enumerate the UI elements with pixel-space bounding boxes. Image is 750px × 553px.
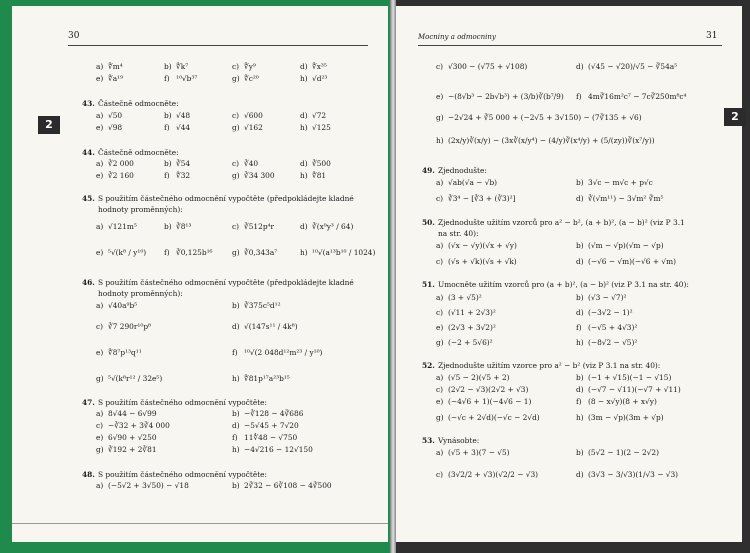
left-page — [12, 6, 388, 542]
math-expression: (√m − √p)(√m − √p) — [588, 241, 664, 250]
math-expression: (−√7 − √11)(−√7 + √11) — [588, 385, 681, 394]
item-label: d) — [300, 111, 308, 120]
item-label: a) — [436, 178, 444, 187]
item-label: a) — [436, 448, 444, 457]
math-expression: (√45 − √20)/√5 − ∛54a⁵ — [588, 62, 678, 71]
math-expression: (−5√2 + 3√50) − √18 — [108, 481, 189, 490]
math-expression: (√3 − √7)² — [588, 293, 627, 302]
item-label: c) — [436, 470, 444, 479]
item-label: g) — [436, 413, 444, 422]
math-expression: √d²³ — [312, 74, 328, 83]
math-expression: ∜32 — [176, 171, 191, 180]
header-rule — [68, 45, 368, 46]
item-label: f) — [576, 92, 582, 101]
math-expression: −2√24 + ∛5 000 + (−2√5 + 3√150) − (7∛135 + √6) — [448, 113, 642, 122]
right-page — [396, 6, 742, 542]
item-label: b) — [576, 373, 584, 382]
exercise-title: Vynásobte: — [438, 436, 480, 445]
item-label: b) — [164, 111, 172, 120]
math-expression: 6√90 + √250 — [108, 433, 157, 442]
exercise-title: Zjednodušte užitím vzorců pro a² − b², (a + b)², (a − b)² (viz P 3.1 — [438, 218, 685, 227]
page-number: 30 — [68, 31, 80, 41]
math-expression: ∜81 — [312, 171, 327, 180]
math-expression: (3 + √5)² — [448, 293, 482, 302]
math-expression: −∛32 + 3∛4 000 — [108, 421, 170, 430]
item-label: c) — [232, 111, 240, 120]
item-label: a) — [96, 301, 104, 310]
math-expression: √98 — [108, 123, 123, 132]
item-label: c) — [436, 62, 444, 71]
math-expression: ⁵√(k⁸ / y¹⁰) — [108, 248, 147, 257]
item-label: e) — [96, 74, 104, 83]
math-expression: ∜x³⁵ — [312, 62, 327, 71]
item-label: a) — [96, 111, 104, 120]
math-expression: 11∜48 − √750 — [244, 433, 298, 442]
math-expression: ∜c²⁰ — [244, 74, 259, 83]
item-label: b) — [232, 409, 240, 418]
item-label: a) — [96, 62, 104, 71]
item-label: f) — [164, 248, 170, 257]
math-expression: (−√c + 2√d)(−√c − 2√d) — [448, 413, 540, 422]
math-expression: ∜m⁴ — [108, 62, 123, 71]
exercise-number — [422, 361, 435, 371]
exercise-number-text: 50. — [422, 218, 435, 227]
math-expression: (√x − √y)(√x + √y) — [448, 241, 517, 250]
header-rule — [418, 45, 722, 46]
exercise-number — [422, 166, 435, 176]
math-expression: 4m∛16m²c⁷ − 7c∛250m⁸c⁴ — [588, 92, 687, 101]
math-expression: √ab(√a − √b) — [448, 178, 498, 187]
exercise-number — [422, 436, 435, 446]
math-expression: (−4√6 + 1)(−4√6 − 1) — [448, 397, 532, 406]
exercise-title: S použitím částečného odmocnění vypočtěte: — [98, 470, 268, 479]
math-expression: (√11 + 2√3)² — [448, 308, 496, 317]
math-expression: −(8√b³ − 2b√b³) + (3/b)∛(b⁷/9) — [448, 92, 564, 101]
item-label: g) — [232, 171, 240, 180]
item-label: d) — [576, 257, 584, 266]
item-label: d) — [300, 222, 308, 231]
math-expression: ∛8¹³ — [176, 222, 192, 231]
item-label: h) — [300, 248, 308, 257]
item-label: d) — [576, 62, 584, 71]
math-expression: (√5 + 3)(7 − √5) — [448, 448, 510, 457]
math-expression: ∛2 000 — [108, 159, 134, 168]
exercise-number-text: 51. — [422, 280, 435, 289]
exercise-number — [82, 398, 95, 408]
item-label: d) — [576, 194, 584, 203]
math-expression: (5√2 − 1)(2 − 2√2) — [588, 448, 659, 457]
math-expression: (−√6 − √m)(−√6 + √m) — [588, 257, 676, 266]
item-label: c) — [436, 194, 444, 203]
math-expression: ∛0,125b¹⁶ — [176, 248, 213, 257]
item-label: g) — [436, 338, 444, 347]
item-label: a) — [96, 409, 104, 418]
item-label: e) — [96, 171, 104, 180]
math-expression: (−3√2 − 1)² — [588, 308, 633, 317]
math-expression: −4√216 − 12√150 — [244, 445, 313, 454]
exercise-number-text: 52. — [422, 361, 435, 370]
math-expression: ∜81p¹⁷a²³b¹⁵ — [244, 374, 290, 383]
item-label: h) — [576, 338, 584, 347]
item-label: d) — [576, 470, 584, 479]
exercise-number-text: 44. — [82, 148, 95, 157]
math-expression: ∛34 300 — [244, 171, 275, 180]
math-expression: ∜8⁷p¹³q¹¹ — [108, 348, 142, 357]
math-expression: (2√3 + 3√2)² — [448, 323, 496, 332]
math-expression: √44 — [176, 123, 191, 132]
item-label: f) — [232, 348, 238, 357]
item-label: e) — [436, 397, 444, 406]
item-label: a) — [96, 159, 104, 168]
exercise-number — [422, 218, 435, 228]
math-expression: ¹⁰√(a¹³b¹⁰ / 1024) — [312, 248, 376, 257]
item-label: b) — [576, 448, 584, 457]
item-label: h) — [232, 445, 240, 454]
book-spine — [389, 0, 396, 553]
math-expression: ∛2 160 — [108, 171, 134, 180]
item-label: g) — [232, 123, 240, 132]
item-label: c) — [436, 385, 444, 394]
page-edge — [12, 523, 388, 524]
math-expression: −5√45 + 7√20 — [244, 421, 299, 430]
exercise-title: Zjednodušte: — [438, 166, 487, 175]
math-expression: ∛40 — [244, 159, 259, 168]
item-label: c) — [96, 421, 104, 430]
math-expression: ∛7 290r¹⁰p⁸ — [108, 322, 152, 331]
item-label: e) — [436, 92, 444, 101]
item-label: h) — [300, 171, 308, 180]
math-expression: 8√44 − 6√99 — [108, 409, 157, 418]
item-label: f) — [576, 397, 582, 406]
item-label: a) — [436, 241, 444, 250]
exercise-number-text: 45. — [82, 194, 95, 203]
chapter-tab: 2 — [724, 108, 746, 126]
math-expression: (3√2/2 + √3)(√2/2 − √3) — [448, 470, 539, 479]
item-label: h) — [436, 136, 444, 145]
item-label: h) — [576, 413, 584, 422]
item-label: e) — [96, 348, 104, 357]
math-expression: −∛128 − 4∛686 — [244, 409, 304, 418]
math-expression: √(147s¹¹ / 4k⁸) — [244, 322, 298, 331]
math-expression: ⁵√(k⁸r¹² / 32e⁵) — [108, 374, 163, 383]
item-label: c) — [232, 62, 240, 71]
item-label: d) — [300, 159, 308, 168]
item-label: b) — [164, 62, 172, 71]
math-expression: 2∛32 − 6∛108 − 4∛500 — [244, 481, 332, 490]
exercise-number-text: 46. — [82, 278, 95, 287]
item-label: c) — [436, 257, 444, 266]
item-label: f) — [576, 323, 582, 332]
chapter-tab: 2 — [38, 116, 60, 134]
item-label: a) — [436, 373, 444, 382]
exercise-number-text: 53. — [422, 436, 435, 445]
math-expression: (−2 + 5√6)² — [448, 338, 493, 347]
exercise-title: Zjednodušte užitím vzorce pro a² − b² (viz P 3.1 na str. 40): — [438, 361, 661, 370]
exercise-title-cont: hodnoty proměnných): — [98, 289, 183, 298]
exercise-number-text: 43. — [82, 99, 95, 108]
item-label: g) — [96, 374, 104, 383]
math-expression: ∜y⁹ — [244, 62, 256, 71]
math-expression: ∛54 — [176, 159, 191, 168]
exercise-title-cont: hodnoty proměnných): — [98, 205, 183, 214]
item-label: f) — [164, 123, 170, 132]
math-expression: (−√5 + 4√3)² — [588, 323, 638, 332]
math-expression: (−1 + √15)(−1 − √15) — [588, 373, 672, 382]
math-expression: (8 − x√y)(8 + x√y) — [588, 397, 657, 406]
item-label: b) — [232, 301, 240, 310]
item-label: f) — [164, 171, 170, 180]
item-label: b) — [232, 481, 240, 490]
math-expression: ∛(√m¹¹) − 3√m² ∛m⁵ — [588, 194, 664, 203]
item-label: b) — [164, 222, 172, 231]
math-expression: (√s + √k)(√s + √k) — [448, 257, 517, 266]
item-label: b) — [164, 159, 172, 168]
item-label: d) — [300, 62, 308, 71]
item-label: a) — [436, 293, 444, 302]
exercise-title: S použitím částečného odmocnění vypočtěte (předpokládejte kladné — [98, 278, 354, 287]
item-label: d) — [576, 308, 584, 317]
item-label: e) — [96, 433, 104, 442]
math-expression: ∛3⁴ − [∛3 + (∛3)²] — [448, 194, 516, 203]
item-label: a) — [96, 222, 104, 231]
item-label: h) — [232, 374, 240, 383]
item-label: d) — [576, 385, 584, 394]
exercise-number — [82, 194, 95, 204]
item-label: b) — [576, 241, 584, 250]
math-expression: √125 — [312, 123, 331, 132]
math-expression: √600 — [244, 111, 263, 120]
item-label: c) — [232, 159, 240, 168]
math-expression: ∛0,343a⁷ — [244, 248, 278, 257]
math-expression: √121m⁵ — [108, 222, 137, 231]
item-label: a) — [96, 481, 104, 490]
item-label: g) — [232, 248, 240, 257]
math-expression: √300 − (√75 + √108) — [448, 62, 528, 71]
exercise-number — [82, 278, 95, 288]
exercise-title: S použitím částečného odmocnění vypočtěte: — [98, 398, 268, 407]
exercise-title: Částečně odmocněte: — [98, 148, 179, 157]
math-expression: ∛500 — [312, 159, 331, 168]
exercise-number — [422, 280, 435, 290]
math-expression: (√5 − 2)(√5 + 2) — [448, 373, 510, 382]
exercise-title: Umocněte užitím vzorců pro (a + b)², (a − b)² (viz P 3.1 na str. 40): — [438, 280, 689, 289]
exercise-title-cont: na str. 40): — [438, 229, 479, 238]
exercise-number-text: 49. — [422, 166, 435, 175]
math-expression: 3√c − m√c + p√c — [588, 178, 653, 187]
math-expression: ∛(x⁹y³ / 64) — [312, 222, 354, 231]
item-label: g) — [436, 113, 444, 122]
item-label: d) — [232, 421, 240, 430]
running-head: Mocniny a odmocniny — [418, 33, 496, 41]
item-label: c) — [96, 322, 104, 331]
exercise-number-text: 47. — [82, 398, 95, 407]
exercise-number — [82, 148, 95, 158]
math-expression: √40a⁹b⁵ — [108, 301, 138, 310]
item-label: b) — [576, 293, 584, 302]
math-expression: ¹⁰√(2 048d¹²m²³ / y¹⁰) — [244, 348, 323, 357]
math-expression: (−8√2 − √5)² — [588, 338, 638, 347]
math-expression: (2x/y)∛(x/y) − (3x∛(x/y⁴) − (4/y)∛(x⁴/y) + (5/(zy))∛(x⁷/y)) — [448, 136, 655, 145]
item-label: e) — [96, 248, 104, 257]
item-label: h) — [300, 74, 308, 83]
item-label: d) — [232, 322, 240, 331]
math-expression: ∜k⁷ — [176, 62, 189, 71]
exercise-number-text: 48. — [82, 470, 95, 479]
item-label: h) — [300, 123, 308, 132]
item-label: g) — [96, 445, 104, 454]
math-expression: ∛375c⁵d¹² — [244, 301, 281, 310]
math-expression: ∜a¹⁹ — [108, 74, 124, 83]
math-expression: √50 — [108, 111, 123, 120]
math-expression: ∛192 + 2∛81 — [108, 445, 157, 454]
math-expression: ¹⁰√b³⁷ — [176, 74, 198, 83]
exercise-number — [82, 99, 95, 109]
item-label: c) — [436, 308, 444, 317]
item-label: g) — [232, 74, 240, 83]
math-expression: ∛512p⁴r — [244, 222, 275, 231]
item-label: e) — [96, 123, 104, 132]
item-label: f) — [164, 74, 170, 83]
math-expression: (3√3 − 3/√3)(1/√3 − √3) — [588, 470, 679, 479]
math-expression: (2√2 − √3)(2√2 + √3) — [448, 385, 529, 394]
page-number: 31 — [706, 31, 718, 41]
exercise-title: Částečně odmocněte: — [98, 99, 179, 108]
math-expression: (3m − √p)(3m + √p) — [588, 413, 664, 422]
math-expression: √72 — [312, 111, 327, 120]
exercise-number — [82, 470, 95, 480]
item-label: c) — [232, 222, 240, 231]
item-label: f) — [232, 433, 238, 442]
item-label: e) — [436, 323, 444, 332]
math-expression: √162 — [244, 123, 263, 132]
exercise-title: S použitím částečného odmocnění vypočtěte (předpokládejte kladné — [98, 194, 354, 203]
math-expression: √48 — [176, 111, 191, 120]
item-label: b) — [576, 178, 584, 187]
